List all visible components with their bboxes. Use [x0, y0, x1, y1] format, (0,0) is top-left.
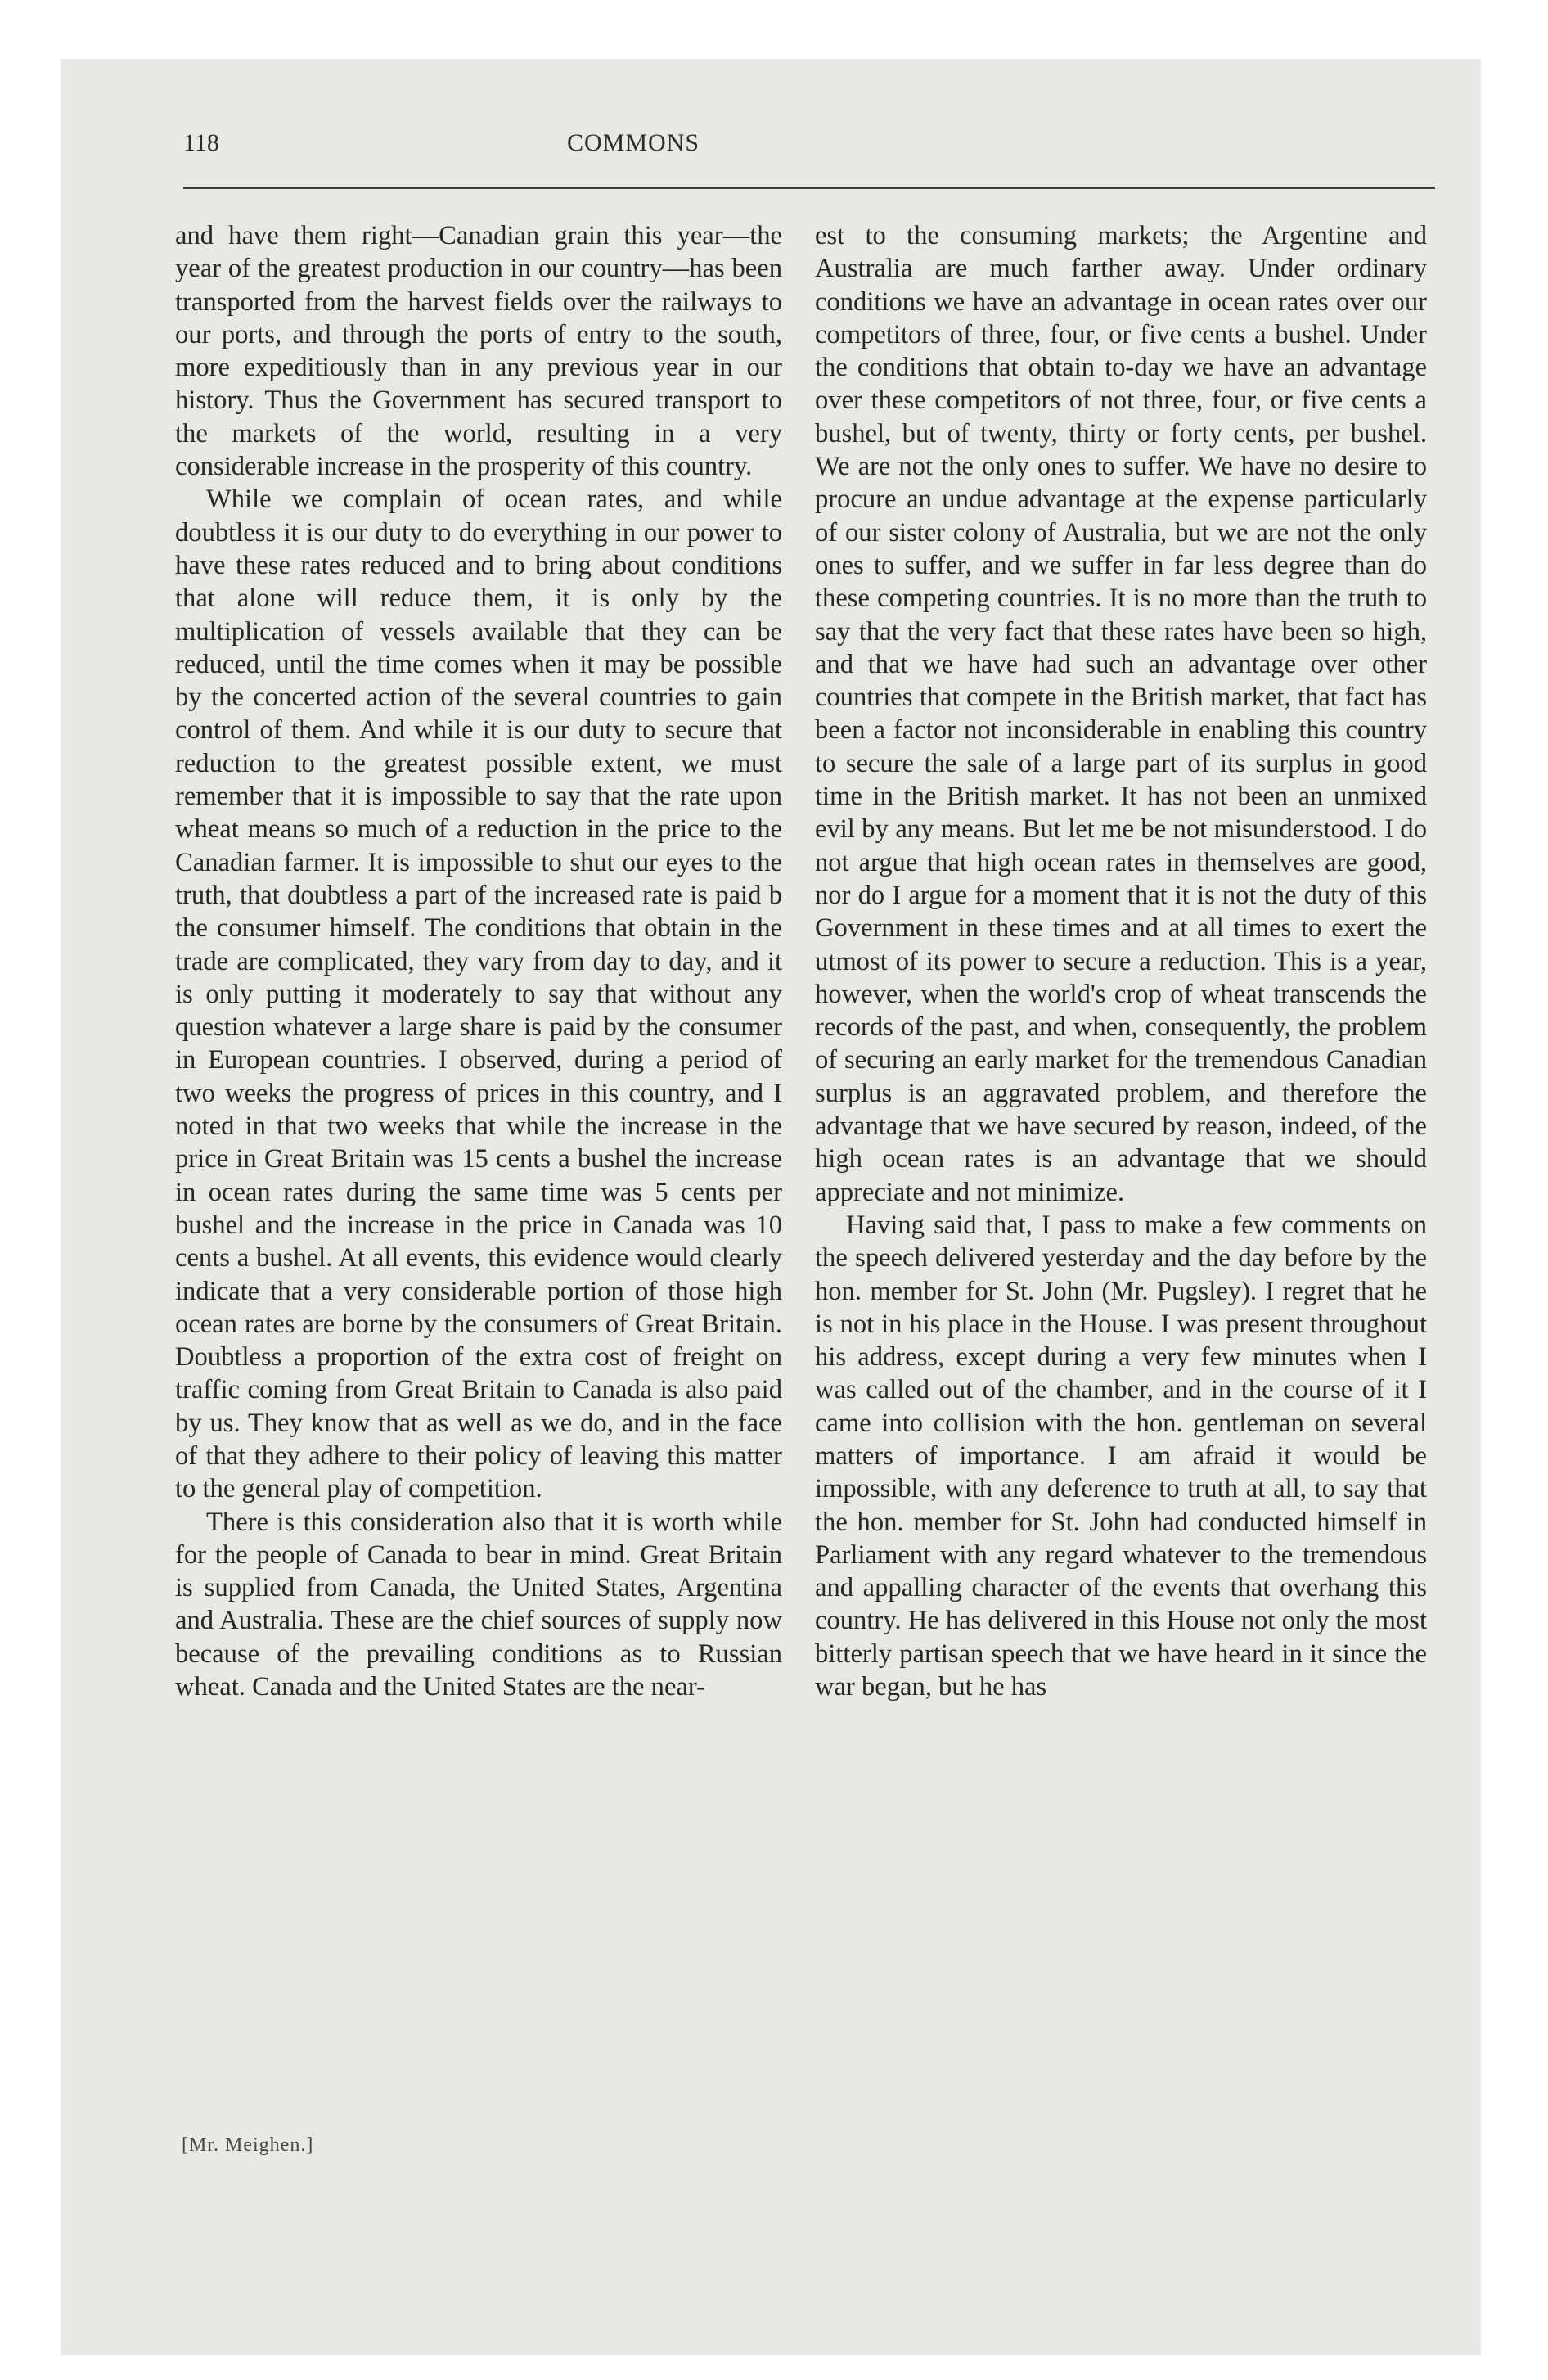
page-header [183, 129, 1435, 169]
speaker-footer: [Mr. Meighen.] [182, 2134, 314, 2156]
header-rule [183, 187, 1435, 189]
right-column [815, 219, 1427, 1703]
paragraph: and have them right—Canadian grain this year—the year of the greatest production in our country—has been transported from the harvest fields over the railways to our ports, and through the ports of entry to the south, more expeditiously than in any previous year in our history. Thus the Government has secured transport to the markets of the world, resulting in a very considerable increase in the prosperity of this country. [175, 221, 782, 482]
running-head: COMMONS [566, 129, 700, 156]
paragraph: While we complain of ocean rates, and while doubtless it is our duty to do everything in our power to have these rates reduced and to bring about conditions that alone will reduce them, it is only by the multiplication of vessels available that they can be reduced, until the time comes when it may be possible by the concerted action of the several countries to gain control of them. And while it is our duty to secure that reduction to the greatest possible extent, we must remember that it is impossible to say that the rate upon wheat means so much of a reduction in the price to the Canadian farmer. It is impossible to shut our eyes to the truth, that doubtless a part of the increased rate is paid b the consumer himself. The conditions that obtain in the trade are complicated, they vary from day to day, and it is only putting it moderately to say that without any question whatever a large share is paid by the consumer in European countries. I observed, during a period of two weeks the progress of prices in this country, and I noted in that two weeks that while the increase in the price in Great Britain was 15 cents a bushel the increase in ocean rates during the same time was 5 cents per bushel and the increase in the price in Canada was 10 cents a bushel. At all events, this evidence would clearly indicate that a very considerable portion of those high ocean rates are borne by the consumers of Great Britain. Doubtless a proportion of the extra cost of freight on traffic coming from Great Britain to Canada is also paid by us. They know that as well as we do, and in the face of that they adhere to their policy of leaving this matter to the general play of competition. [175, 485, 782, 1504]
page-number: 118 [183, 129, 219, 156]
paragraph: est to the consuming markets; the Argentine and Australia are much farther away. Under ordinary conditions we have an advantage in ocean rates over our competitors of three, four, or five cents a bushel. Under the conditions that obtain to-day we have an advantage over these competitors of not three, four, or five cents a bushel, but of twenty, thirty or forty cents, per bushel. We are not the only ones to suffer. We have no desire to procure an undue advantage at the expense particularly of our sister colony of Australia, but we are not the only ones to suffer, and we suffer in far less degree than do these competing countries. It is no more than the truth to say that the very fact that these rates have been so high, and that we have had such an advantage over other countries that compete in the British market, that fact has been a factor not inconsiderable in enabling this country to secure the sale of a large part of its surplus in good time in the British market. It has not been an unmixed evil by any means. But let me be not misunderstood. I do not argue that high ocean rates in themselves are good, nor do I argue for a moment that it is not the duty of this Government in these times and at all times to exert the utmost of its power to secure a reduction. This is a year, however, when the world's crop of wheat transcends the records of the past, and when, consequently, the problem of securing an early market for the tremendous Canadian surplus is an aggravated problem, and therefore the advantage that we have secured by reason, indeed, of the high ocean rates is an advantage that we should appreciate and not minimize. [815, 221, 1427, 1207]
left-column [175, 219, 782, 1703]
paragraph: There is this consideration also that it is worth while for the people of Canada to bear in mind. Great Britain is supplied from Canada, the United States, Argentina and Australia. These are the chief sources of supply now because of the prevailing conditions as to Russian wheat. Canada and the United States are the near- [175, 1507, 782, 1702]
paragraph: Having said that, I pass to make a few comments on the speech delivered yesterday and the day before by the hon. member for St. John (Mr. Pugsley). I regret that he is not in his place in the House. I was present throughout his address, except during a very few minutes when I was called out of the chamber, and in the course of it I came into collision with the hon. gentleman on several matters of importance. I am afraid it would be impossible, with any deference to truth at all, to say that the hon. member for St. John had conducted himself in Parliament with any regard whatever to the tremendous and appalling character of the events that overhang this country. He has delivered in this House not only the most bitterly partisan speech that we have heard in it since the war began, but he has [815, 1210, 1427, 1702]
